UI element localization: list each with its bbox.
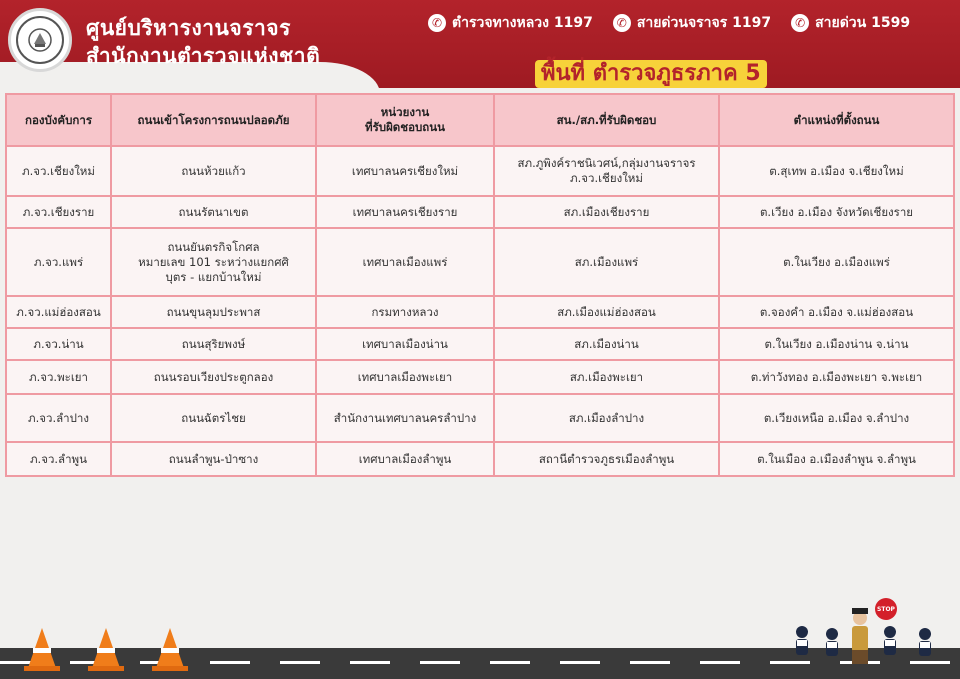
police-and-students-illustration <box>790 600 950 670</box>
table-cell: ต.เวียงเหนือ อ.เมือง จ.ลำปาง <box>719 394 954 442</box>
column-header: ถนนเข้าโครงการถนนปลอดภัย <box>111 94 316 146</box>
phone-icon: ✆ <box>613 14 631 32</box>
table-cell: เทศบาลเมืองลำพูน <box>316 442 494 476</box>
traffic-cone-base <box>152 666 188 671</box>
table-cell: สภ.เมืองแพร่ <box>494 228 719 296</box>
table-row <box>6 296 954 328</box>
table-cell: ต.จองคำ อ.เมือง จ.แม่ฮ่องสอน <box>719 296 954 328</box>
table-cell: เทศบาลเมืองแพร่ <box>316 228 494 296</box>
org-name-line1: ศูนย์บริหารงานจราจร <box>86 16 291 40</box>
table-cell: สภ.เมืองลำปาง <box>494 394 719 442</box>
region-title: พื้นที่ ตำรวจภูธรภาค 5 <box>535 60 767 88</box>
table-row <box>6 146 954 196</box>
table-cell: ถนนยันตรกิจโกศล หมายเลข 101 ระหว่างแยกศศิ บุตร - แยกบ้านใหม่ <box>111 228 316 296</box>
traffic-cone-stripe <box>33 648 51 653</box>
table-cell: ภ.จว.ลำพูน <box>6 442 111 476</box>
table-cell: ภ.จว.พะเยา <box>6 360 111 394</box>
hotline-label: สายด่วนจราจร 1197 <box>636 15 772 31</box>
table-cell: ถนนรอบเวียงประตูกลอง <box>111 360 316 394</box>
table-cell: กรมทางหลวง <box>316 296 494 328</box>
table-row <box>6 196 954 228</box>
table-cell: ภ.จว.น่าน <box>6 328 111 360</box>
table-cell: ภ.จว.ลำปาง <box>6 394 111 442</box>
phone-icon: ✆ <box>791 14 809 32</box>
table-cell: สภ.เมืองแม่ฮ่องสอน <box>494 296 719 328</box>
traffic-cone-base <box>88 666 124 671</box>
table-cell: ภ.จว.แม่ฮ่องสอน <box>6 296 111 328</box>
emblem-icon <box>16 16 64 64</box>
table-cell: ภ.จว.เชียงราย <box>6 196 111 228</box>
table-cell: เทศบาลนครเชียงราย <box>316 196 494 228</box>
column-header: กองบังคับการ <box>6 94 111 146</box>
traffic-cone-base <box>24 666 60 671</box>
table-cell: ต.สุเทพ อ.เมือง จ.เชียงใหม่ <box>719 146 954 196</box>
column-header: หน่วยงาน ที่รับผิดชอบถนน <box>316 94 494 146</box>
org-name-line2: สำนักงานตำรวจแห่งชาติ <box>86 44 321 68</box>
hotline-list <box>428 12 910 34</box>
table-cell: ต.เวียง อ.เมือง จังหวัดเชียงราย <box>719 196 954 228</box>
traffic-cone-stripe <box>97 648 115 653</box>
table-cell: สถานีตำรวจภูธรเมืองลำพูน <box>494 442 719 476</box>
table-cell: ต.ท่าวังทอง อ.เมืองพะเยา จ.พะเยา <box>719 360 954 394</box>
traffic-cone-stripe <box>161 648 179 653</box>
table-cell: ต.ในเมือง อ.เมืองลำพูน จ.ลำพูน <box>719 442 954 476</box>
table-cell: ภ.จว.เชียงใหม่ <box>6 146 111 196</box>
table-cell: เทศบาลเมืองพะเยา <box>316 360 494 394</box>
police-logo <box>8 8 72 72</box>
column-header: ตำแหน่งที่ตั้งถนน <box>719 94 954 146</box>
stop-sign-icon: STOP <box>875 598 897 620</box>
safe-roads-table <box>5 93 955 477</box>
table-cell: ต.ในเวียง อ.เมืองน่าน จ.น่าน <box>719 328 954 360</box>
table-cell: ต.ในเวียง อ.เมืองแพร่ <box>719 228 954 296</box>
table-row <box>6 228 954 296</box>
table-cell: เทศบาลเมืองน่าน <box>316 328 494 360</box>
table-row <box>6 328 954 360</box>
hotline-traffic <box>613 12 771 34</box>
table-header-row <box>6 94 954 146</box>
hotline-highway-police <box>428 12 593 34</box>
table-cell: เทศบาลนครเชียงใหม่ <box>316 146 494 196</box>
table-cell: ถนนห้วยแก้ว <box>111 146 316 196</box>
table-cell: ถนนสุริยพงษ์ <box>111 328 316 360</box>
table-cell: ถนนรัตนาเขต <box>111 196 316 228</box>
column-header: สน./สภ.ที่รับผิดชอบ <box>494 94 719 146</box>
hotline-label: สายด่วน 1599 <box>815 15 911 31</box>
table-row <box>6 360 954 394</box>
table-cell: ถนนขุนลุมประพาส <box>111 296 316 328</box>
table-cell: สำนักงานเทศบาลนครลำปาง <box>316 394 494 442</box>
table-cell: ถนนลำพูน-ป่าซาง <box>111 442 316 476</box>
hotline-label: ตำรวจทางหลวง 1197 <box>452 15 593 31</box>
table-cell: ถนนฉัตรไชย <box>111 394 316 442</box>
table-cell: สภ.เมืองเชียงราย <box>494 196 719 228</box>
table-row <box>6 442 954 476</box>
hotline-1599 <box>791 12 910 34</box>
table-cell: ภ.จว.แพร่ <box>6 228 111 296</box>
table-cell: สภ.เมืองน่าน <box>494 328 719 360</box>
table-row <box>6 394 954 442</box>
table-cell: สภ.ภูพิงค์ราชนิเวศน์,กลุ่มงานจราจร ภ.จว.เชียงใหม่ <box>494 146 719 196</box>
table-cell: สภ.เมืองพะเยา <box>494 360 719 394</box>
phone-icon: ✆ <box>428 14 446 32</box>
